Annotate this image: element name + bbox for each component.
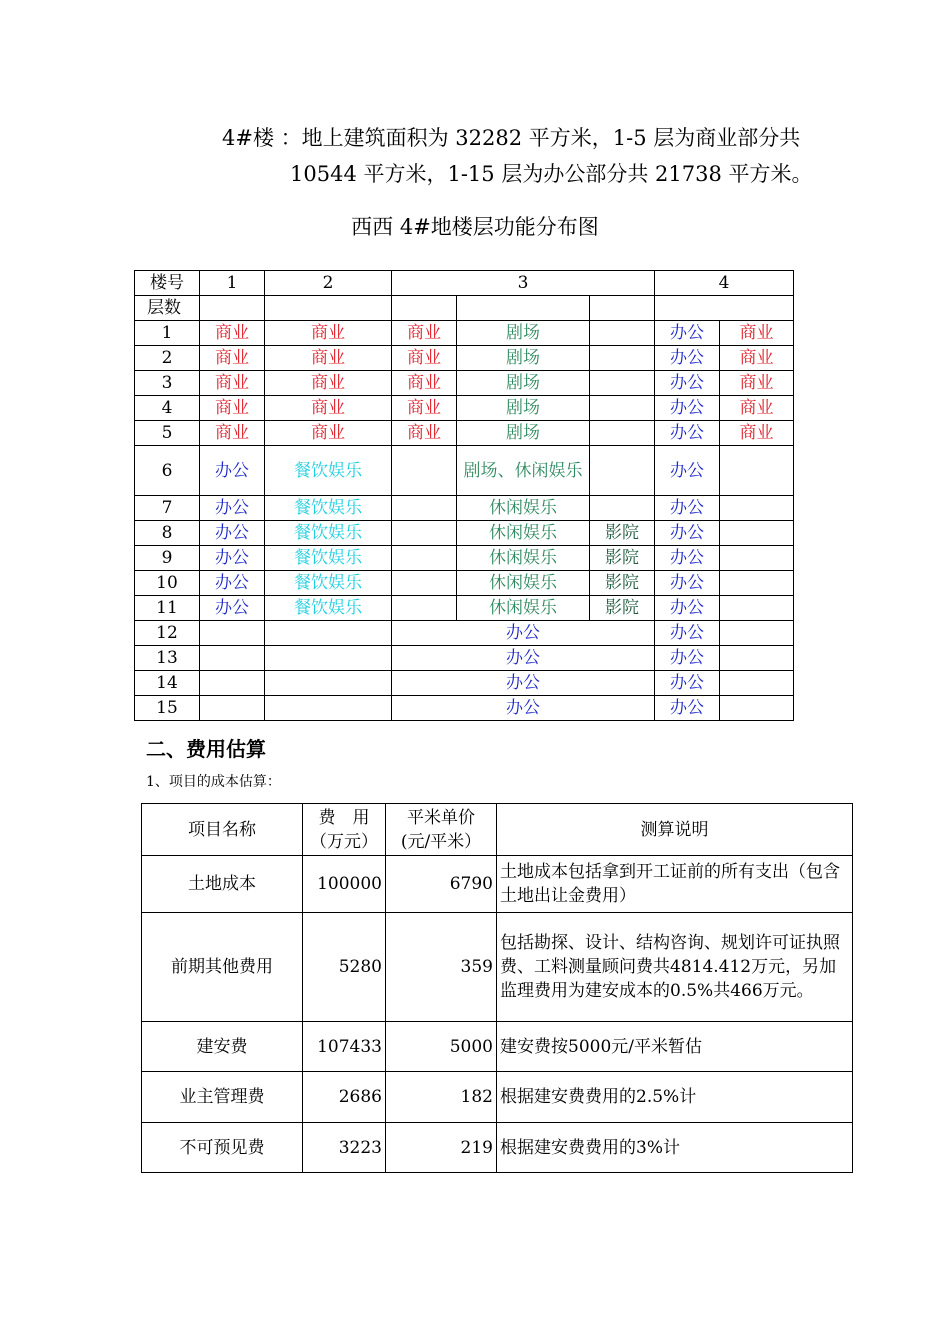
section-heading: 二、费用估算 [146,737,266,761]
floor-cell [590,421,655,446]
floor-cell [392,496,457,521]
floor-cell: 商业 [200,396,265,421]
header-building: 楼号 [135,271,200,296]
header-building-2: 2 [265,271,392,296]
floor-cell [200,621,265,646]
floor-cell [265,621,392,646]
floor-cell: 2 [135,346,200,371]
cost-note: 根据建安费费用的3%计 [497,1123,853,1173]
floor-cell: 办公 [655,571,720,596]
floor-cell: 办公 [200,521,265,546]
header-fee-line-1: 费 用 [318,807,370,828]
floor-cell [720,671,794,696]
cost-fee: 5280 [303,913,386,1022]
cost-item-name: 不可预见费 [142,1123,303,1173]
floor-cell: 休闲娱乐 [457,521,590,546]
floor-cell: 剧场 [457,346,590,371]
floor-cell: 剧场 [457,321,590,346]
floor-cell: 商业 [392,346,457,371]
cost-unit-price: 5000 [386,1022,497,1072]
floor-rows [135,321,794,721]
floor-cell: 办公 [200,596,265,621]
floor-cell [200,671,265,696]
header-fee [303,804,386,856]
floor-cell: 商业 [720,321,794,346]
floor-cell: 休闲娱乐 [457,496,590,521]
floor-cell: 15 [135,696,200,721]
floor-cell: 休闲娱乐 [457,596,590,621]
floor-cell [265,696,392,721]
cost-fee: 3223 [303,1123,386,1173]
cost-item-name: 土地成本 [142,856,303,913]
floor-cell: 商业 [392,421,457,446]
floor-cell [590,346,655,371]
floor-cell: 餐饮娱乐 [265,496,392,521]
floor-cell: 办公 [655,621,720,646]
floor-cell: 餐饮娱乐 [265,571,392,596]
floor-cell: 7 [135,496,200,521]
floor-cell [720,521,794,546]
header-fee-line-2: （万元） [310,831,378,852]
floor-cell [720,546,794,571]
header-unit-line-1: 平米单价 [407,807,475,828]
header-building-3: 3 [392,271,655,296]
floor-cell: 商业 [720,371,794,396]
header-unit-price [386,804,497,856]
floor-cell: 商业 [720,396,794,421]
floor-plan-title: 西西 4#地楼层功能分布图 [351,215,599,239]
cost-item-name: 业主管理费 [142,1072,303,1123]
table-row [135,396,794,421]
table-row [135,671,794,696]
table-row [135,596,794,621]
header-note: 测算说明 [497,804,853,856]
floor-cell [720,596,794,621]
cost-note: 包括勘探、设计、结构咨询、规划许可证执照费、工料测量顾问费共4814.412万元，另加监理费用为建安成本的0.5%共466万元。 [497,913,853,1022]
floor-cell [720,496,794,521]
cost-estimate-table [141,803,853,1173]
floor-cell: 办公 [655,396,720,421]
table-row [135,346,794,371]
table-row [135,521,794,546]
floor-cell [590,446,655,496]
table-row [135,621,794,646]
floor-cell: 剧场、休闲娱乐 [457,446,590,496]
cost-note: 建安费按5000元/平米暂估 [497,1022,853,1072]
cost-note: 土地成本包括拿到开工证前的所有支出（包含土地出让金费用） [497,856,853,913]
floor-cell: 10 [135,571,200,596]
empty-cell [590,296,655,321]
floor-cell: 办公 [392,646,655,671]
cost-unit-price: 359 [386,913,497,1022]
floor-cell [392,446,457,496]
header-building-1: 1 [200,271,265,296]
header-item-name: 项目名称 [142,804,303,856]
floor-cell [200,696,265,721]
table-row [135,371,794,396]
floor-cell: 办公 [200,446,265,496]
floor-cell [590,371,655,396]
floor-cell: 剧场 [457,371,590,396]
empty-cell [265,296,392,321]
empty-cell [457,296,590,321]
floor-cell: 9 [135,546,200,571]
floor-cell: 休闲娱乐 [457,546,590,571]
table-row [142,1072,853,1123]
floor-cell: 办公 [655,496,720,521]
floor-cell: 影院 [590,546,655,571]
floor-cell: 办公 [655,446,720,496]
floor-cell: 办公 [200,546,265,571]
floor-cell: 餐饮娱乐 [265,596,392,621]
cost-fee: 2686 [303,1072,386,1123]
cost-unit-price: 182 [386,1072,497,1123]
floor-cell: 餐饮娱乐 [265,446,392,496]
floor-cell: 办公 [392,671,655,696]
floor-cell: 商业 [265,321,392,346]
header-floor: 层数 [135,296,200,321]
table-row [142,1022,853,1072]
table-header-row [135,296,794,321]
floor-cell: 商业 [265,396,392,421]
intro-line-2: 10544 平方米，1-15 层为办公部分共 21738 平方米。 [290,162,813,186]
floor-cell: 商业 [720,346,794,371]
table-header-row [135,271,794,296]
floor-cell [720,646,794,671]
table-row [135,321,794,346]
floor-cell: 商业 [265,421,392,446]
floor-cell [392,596,457,621]
floor-cell: 3 [135,371,200,396]
table-row [142,856,853,913]
intro-line-1: 4#楼 ：地上建筑面积为 32282 平方米，1-5 层为商业部分共 [222,126,801,150]
cost-item-name: 建安费 [142,1022,303,1072]
floor-cell: 办公 [655,346,720,371]
floor-cell: 办公 [655,371,720,396]
floor-cell [392,521,457,546]
cost-fee: 100000 [303,856,386,913]
floor-cell [720,621,794,646]
floor-cell: 6 [135,446,200,496]
floor-cell: 商业 [200,421,265,446]
floor-cell: 商业 [200,321,265,346]
table-row [142,913,853,1022]
floor-cell: 影院 [590,596,655,621]
floor-cell [392,571,457,596]
floor-cell: 8 [135,521,200,546]
floor-cell: 商业 [200,346,265,371]
floor-cell: 办公 [655,321,720,346]
floor-cell: 办公 [200,496,265,521]
floor-cell [392,546,457,571]
floor-cell: 办公 [655,421,720,446]
floor-function-table [134,270,794,721]
floor-cell: 影院 [590,571,655,596]
floor-cell: 办公 [655,671,720,696]
floor-cell: 5 [135,421,200,446]
floor-cell: 办公 [655,646,720,671]
floor-cell: 办公 [655,696,720,721]
floor-cell: 休闲娱乐 [457,571,590,596]
floor-cell: 商业 [720,421,794,446]
floor-cell: 14 [135,671,200,696]
empty-cell [655,296,794,321]
empty-cell [200,296,265,321]
table-row [135,421,794,446]
floor-cell: 商业 [392,321,457,346]
header-unit-line-2: (元/平米） [400,831,482,852]
empty-cell [392,296,457,321]
floor-cell: 办公 [655,546,720,571]
floor-cell [720,446,794,496]
floor-cell: 11 [135,596,200,621]
header-building-4: 4 [655,271,794,296]
cost-note: 根据建安费费用的2.5%计 [497,1072,853,1123]
table-row [142,1123,853,1173]
floor-cell: 办公 [200,571,265,596]
table-row [135,496,794,521]
table-row [135,446,794,496]
table-row [135,571,794,596]
table-row [135,646,794,671]
table-row [135,546,794,571]
cost-rows [142,856,853,1173]
floor-cell [265,646,392,671]
floor-cell [265,671,392,696]
floor-cell [590,496,655,521]
floor-cell: 13 [135,646,200,671]
cost-item-name: 前期其他费用 [142,913,303,1022]
floor-cell: 剧场 [457,396,590,421]
floor-cell: 商业 [265,346,392,371]
cost-unit-price: 219 [386,1123,497,1173]
cost-fee: 107433 [303,1022,386,1072]
floor-cell: 办公 [392,696,655,721]
table-header-row [142,804,853,856]
floor-cell: 影院 [590,521,655,546]
floor-cell [590,396,655,421]
floor-cell [200,646,265,671]
floor-cell: 餐饮娱乐 [265,521,392,546]
floor-cell: 商业 [200,371,265,396]
floor-cell [720,696,794,721]
floor-cell: 餐饮娱乐 [265,546,392,571]
floor-cell [720,571,794,596]
section-subheading: 1、项目的成本估算： [146,774,281,790]
floor-cell: 商业 [392,371,457,396]
floor-cell: 办公 [655,596,720,621]
floor-cell [590,321,655,346]
floor-cell: 4 [135,396,200,421]
cost-unit-price: 6790 [386,856,497,913]
floor-cell: 12 [135,621,200,646]
floor-cell: 商业 [392,396,457,421]
floor-cell: 办公 [392,621,655,646]
floor-cell: 剧场 [457,421,590,446]
table-row [135,696,794,721]
floor-cell: 办公 [655,521,720,546]
floor-cell: 1 [135,321,200,346]
floor-cell: 商业 [265,371,392,396]
